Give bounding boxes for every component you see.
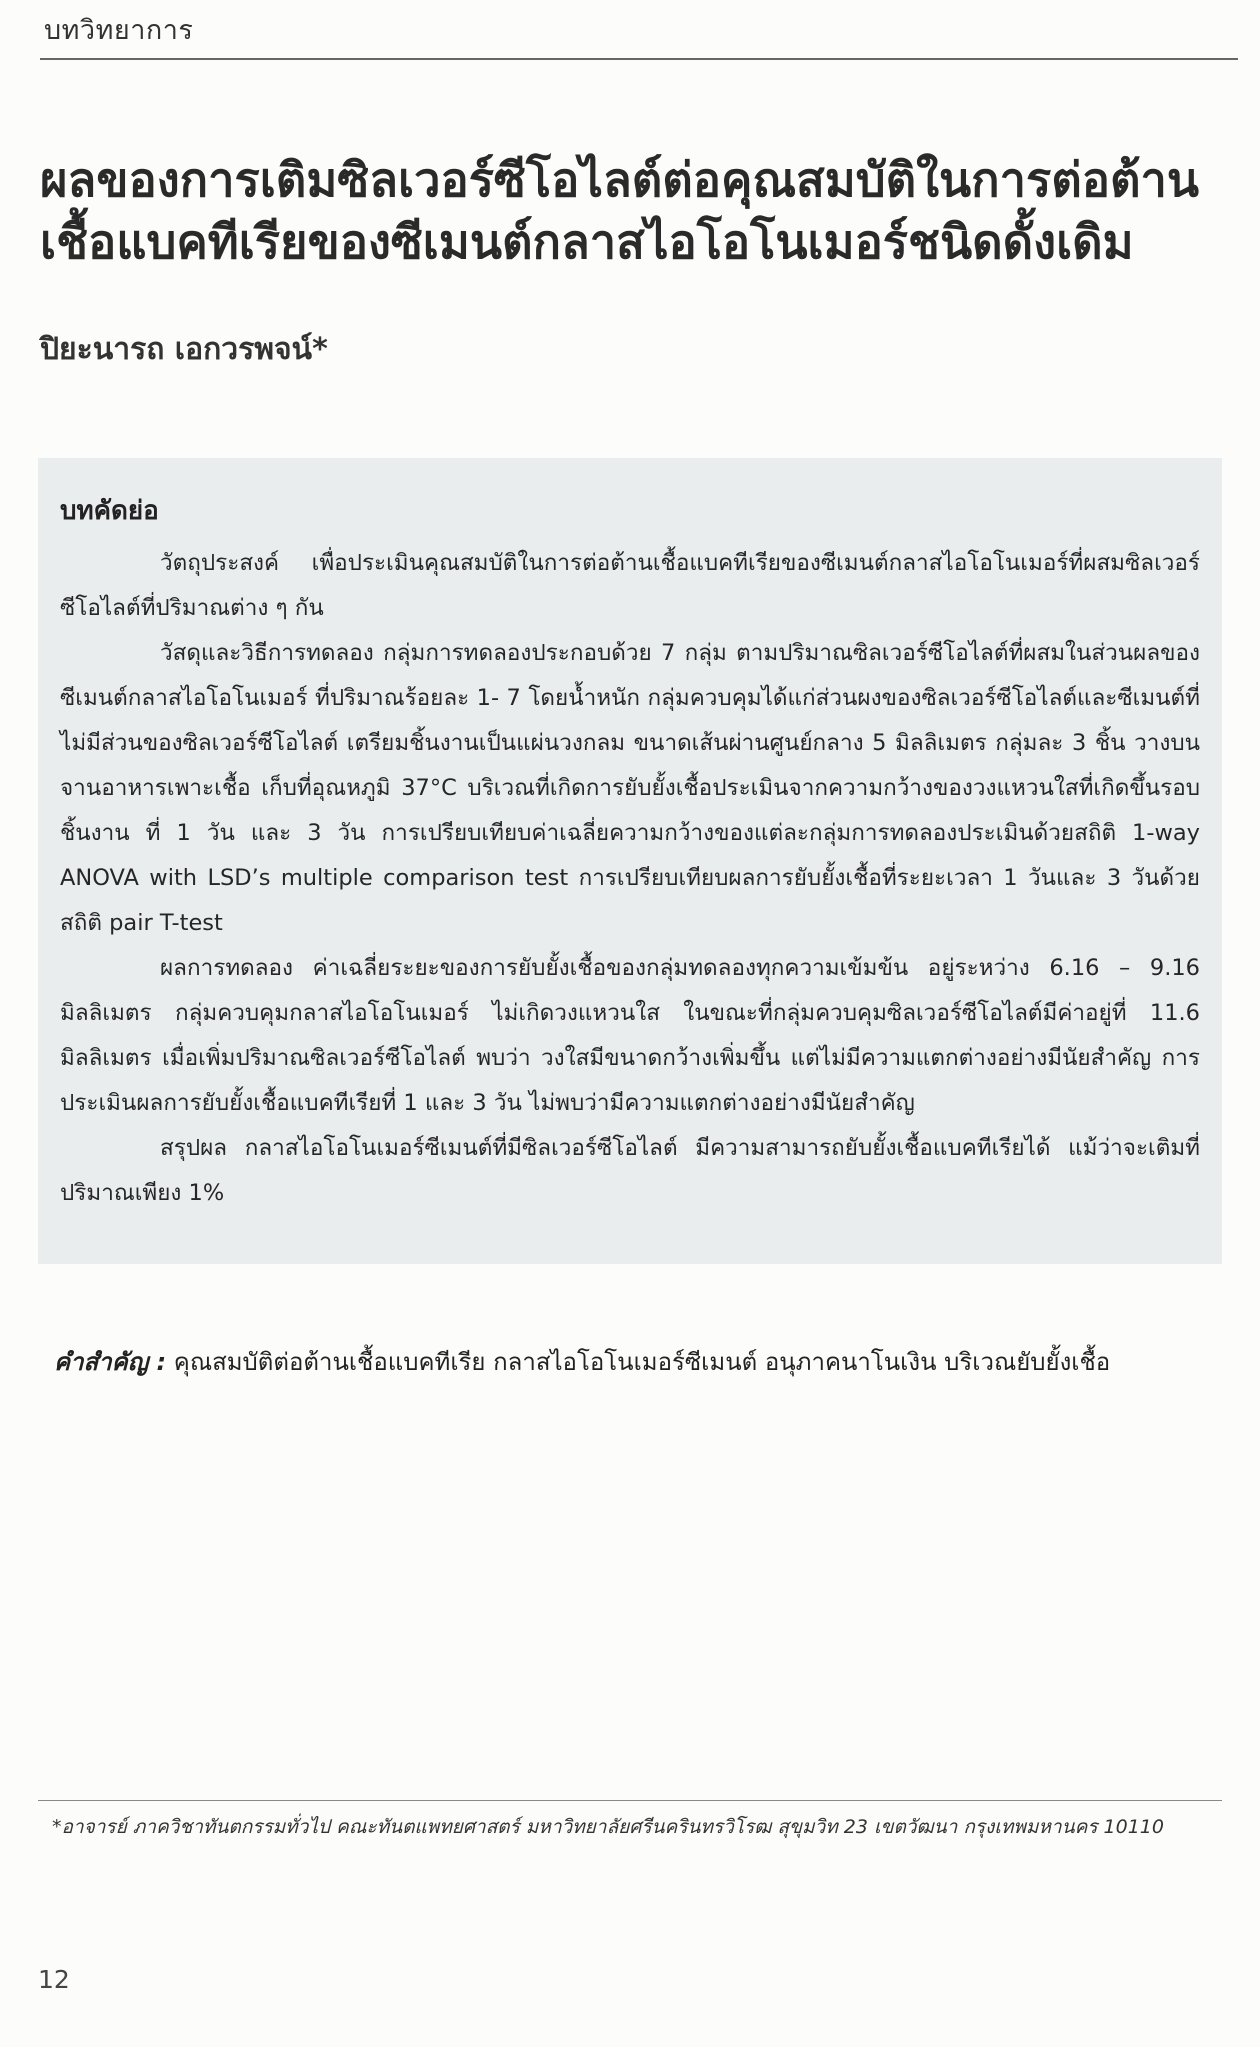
author-footnote: *อาจารย์ ภาควิชาทันตกรรมทั่วไป คณะทันตแพทยศาสตร์ มหาวิทยาลัยศรีนครินทรวิโรฒ สุขุมวิท 23 เขตวัฒนา กรุงเทพมหานคร 10110 [52,1816,1164,1838]
header-rule [40,58,1238,60]
abstract-methods: วัสดุและวิธีการทดลอง กลุ่มการทดลองประกอบด้วย 7 กลุ่ม ตามปริมาณซิลเวอร์ซีโอไลต์ที่ผสมในส่วนผลของซีเมนต์กลาสไอโอโนเมอร์ ที่ปริมาณร้อยละ 1- 7 โดยน้ำหนัก กลุ่มควบคุมได้แก่ส่วนผงของซิลเวอร์ซีโอไลต์และซีเมนต์ที่ไม่มีส่วนของซิลเวอร์ซีโอไลต์ เตรียมชิ้นงานเป็นแผ่นวงกลม ขนาดเส้นผ่านศูนย์กลาง 5 มิลลิเมตร กลุ่มละ 3 ชิ้น วางบนจานอาหารเพาะเชื้อ เก็บที่อุณหภูมิ 37°C บริเวณที่เกิดการยับยั้งเชื้อประเมินจากความกว้างของวงแหวนใสที่เกิดขึ้นรอบชิ้นงาน ที่ 1 วัน และ 3 วัน การเปรียบเทียบค่าเฉลี่ยความกว้างของแต่ละกลุ่มการทดลองประเมินด้วยสถิติ 1-way ANOVA with LSD’s multiple comparison test การเปรียบเทียบผลการยับยั้งเชื้อที่ระยะเวลา 1 วันและ 3 วันด้วยสถิติ pair T-test [60,640,1200,936]
abstract-results: ผลการทดลอง ค่าเฉลี่ยระยะของการยับยั้งเชื้อของกลุ่มทดลองทุกความเข้มข้น อยู่ระหว่าง 6.16 – 9.16 มิลลิเมตร กลุ่มควบคุมกลาสไอโอโนเมอร์ ไม่เกิดวงแหวนใส ในขณะที่กลุ่มควบคุมซิลเวอร์ซีโอไลต์มีค่าอยู่ที่ 11.6 มิลลิเมตร เมื่อเพิ่มปริมาณซิลเวอร์ซีโอไลต์ พบว่า วงใสมีขนาดกว้างเพิ่มขึ้น แต่ไม่มีความแตกต่างอย่างมีนัยสำคัญ การประเมินผลการยับยั้งเชื้อแบคทีเรียที่ 1 และ 3 วัน ไม่พบว่ามีความแตกต่างอย่างมีนัยสำคัญ [60,955,1200,1116]
keywords [54,1342,1214,1382]
abstract-box [38,458,1222,1264]
author-name: ปิยะนารถ เอกวรพจน์* [40,332,328,367]
keywords-text: คุณสมบัติต่อต้านเชื้อแบคทีเรีย กลาสไอโอโนเมอร์ซีเมนต์ อนุภาคนาโนเงิน บริเวณยับยั้งเชื้อ [173,1348,1111,1376]
section-label: บทวิทยาการ [44,15,194,46]
page-number: 12 [38,1965,70,1994]
abstract-heading: บทคัดย่อ [60,496,159,526]
abstract-objective: วัตถุประสงค์ เพื่อประเมินคุณสมบัติในการต่อต้านเชื้อแบคทีเรียของซีเมนต์กลาสไอโอโนเมอร์ที่ผสมซิลเวอร์ซีโอไลต์ที่ปริมาณต่าง ๆ กัน [60,550,1200,621]
article-title: ผลของการเติมซิลเวอร์ซีโอไลต์ต่อคุณสมบัติในการต่อต้านเชื้อแบคทีเรียของซีเมนต์กลาสไอโอโนเมอร์ชนิดดั้งเดิม [40,153,1200,270]
abstract-conclusion: สรุปผล กลาสไอโอโนเมอร์ซีเมนต์ที่มีซิลเวอร์ซีโอไลต์ มีความสามารถยับยั้งเชื้อแบคทีเรียได้ แม้ว่าจะเติมที่ปริมาณเพียง 1% [60,1135,1200,1206]
keywords-label: คำสำคัญ : [54,1348,167,1376]
footnote-rule [38,1800,1222,1801]
